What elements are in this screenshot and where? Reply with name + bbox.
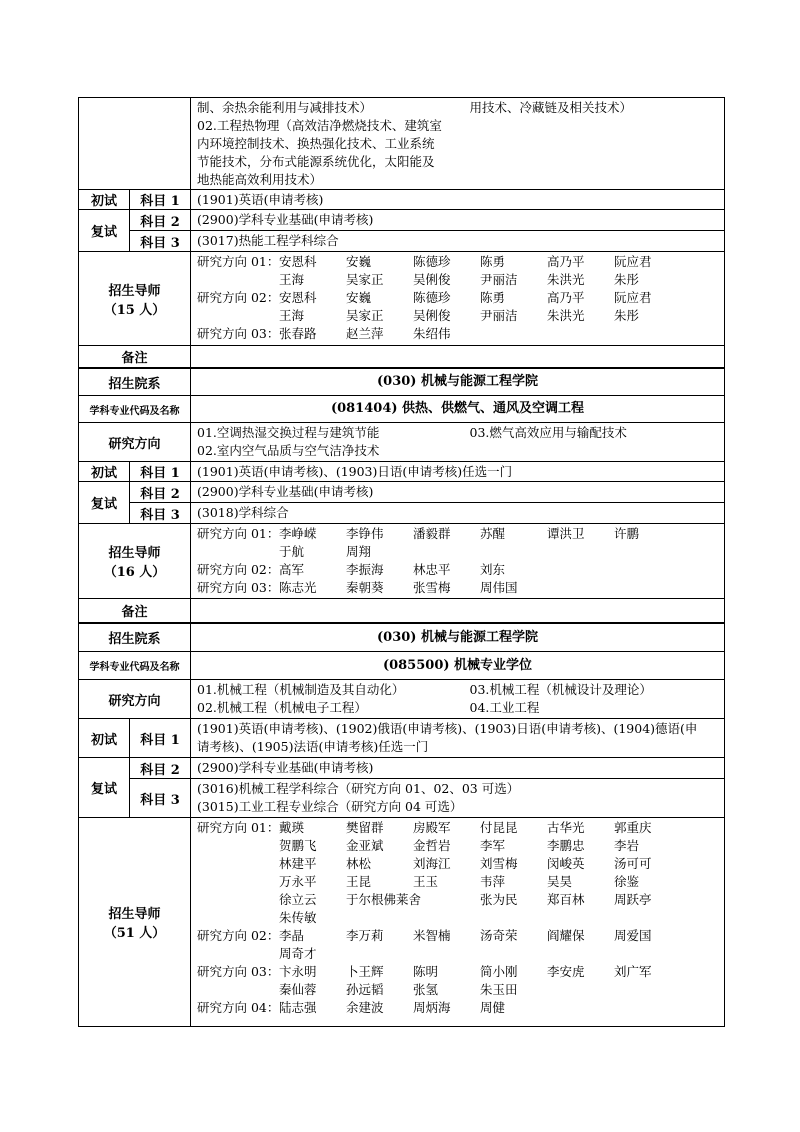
tutor-count: （51 人）	[103, 926, 166, 941]
direction-right-column	[446, 99, 719, 188]
tutor-name	[346, 909, 413, 927]
tutor-label: 招生导师	[108, 283, 161, 299]
college-value: (030) 机械与能源工程学院	[377, 374, 538, 389]
tutor-name: 李鹏忠	[547, 838, 585, 853]
tutor-name: 张春路	[279, 326, 317, 341]
retest-exam-row	[79, 758, 724, 818]
tutor-name: 安巍	[346, 254, 372, 269]
direction-left-column	[197, 424, 446, 460]
tutor-name: 朱传敏	[279, 910, 317, 925]
subject1-label: 科目 1	[140, 466, 180, 481]
tutor-name	[547, 543, 614, 561]
text-line: 制、余热余能利用与减排技术）	[197, 100, 373, 115]
tutor-name: 朱绍伟	[413, 326, 451, 341]
tutor-name: 高军	[279, 562, 305, 577]
remark-row	[79, 599, 724, 624]
tutor-name: 朱彤	[614, 308, 640, 323]
tutor-name: 高乃平	[547, 254, 585, 269]
direction-left-column	[197, 99, 446, 188]
tutor-name: 李岩	[614, 838, 640, 853]
tutor-name: 卞永明	[279, 964, 317, 979]
retest-exam-row	[79, 482, 724, 524]
tutor-name: 尹丽洁	[480, 272, 518, 287]
direction-prefix: 研究方向 01：	[197, 526, 280, 541]
direction-prefix: 研究方向 01：	[197, 254, 280, 269]
tutor-list	[197, 819, 718, 1017]
tutor-name	[413, 909, 480, 927]
direction-prefix: 研究方向 04：	[197, 1000, 280, 1015]
text-line: (1901)英语(申请考核)、(1902)俄语(申请考核)、(1903)日语(申请考核)、(1904)德语(申	[197, 721, 698, 736]
tutor-name: 陈勇	[480, 290, 506, 305]
text-line: 请考核)、(1905)法语(申请考核)任选一门	[197, 739, 429, 754]
tutor-name: 于航	[279, 544, 305, 559]
tutor-name: 周翔	[346, 544, 372, 559]
text-line: 03.机械工程（机械设计及理论）	[469, 682, 652, 697]
tutor-name: 金亚斌	[346, 838, 384, 853]
direction-prefix: 研究方向 02：	[197, 290, 280, 305]
tutor-name: 林忠平	[413, 562, 451, 577]
tutor-name: 张氢	[413, 982, 439, 997]
tutor-name: 尹丽洁	[480, 308, 518, 323]
tutor-name: 简小刚	[480, 964, 518, 979]
text-line: 地热能高效利用技术）	[197, 172, 323, 187]
tutor-name: 陈德珍	[413, 254, 451, 269]
tutor-label: 招生导师	[108, 546, 161, 561]
direction-prefix	[197, 543, 279, 561]
subject3-value: (3018)学科综合	[191, 502, 724, 523]
tutor-name	[614, 543, 681, 561]
tutor-name: 周健	[480, 1000, 506, 1015]
college-label: 招生院系	[79, 369, 191, 395]
tutor-name: 贺鹏飞	[279, 838, 317, 853]
tutor-name: 秦朝葵	[346, 580, 384, 595]
tutor-label-cell	[79, 252, 191, 345]
tutor-label: 招生导师	[108, 907, 161, 922]
tutor-name: 陈勇	[480, 254, 506, 269]
tutor-name	[614, 981, 681, 999]
tutor-name: 李晶	[279, 928, 305, 943]
direction-prefix	[197, 307, 279, 325]
retest-label: 复试	[79, 210, 130, 251]
tutor-name: 闵峻英	[547, 856, 585, 871]
major-value: (081404) 供热、供燃气、通风及空调工程	[330, 401, 585, 416]
subject1-value: (1901)英语(申请考核)、(1903)日语(申请考核)任选一门	[197, 464, 513, 479]
tutor-name	[413, 543, 480, 561]
subject1-label: 科目 1	[140, 732, 180, 748]
tutor-name	[480, 909, 547, 927]
tutor-name: 周跃亭	[614, 892, 652, 907]
tutor-name: 孙远韬	[346, 982, 384, 997]
tutor-name: 朱玉田	[480, 982, 518, 997]
tutor-name: 刘雪梅	[480, 856, 518, 871]
research-direction-row	[79, 423, 724, 462]
major-row	[79, 652, 724, 680]
college-row	[79, 369, 724, 396]
tutor-name: 周伟国	[480, 580, 518, 595]
empty-label-cell	[79, 98, 191, 189]
tutor-name: 张雪梅	[413, 580, 451, 595]
text-line: 01.空调热湿交换过程与建筑节能	[197, 425, 380, 440]
direction-prefix	[197, 981, 279, 999]
tutor-name: 王玉	[413, 874, 439, 889]
tutor-name	[547, 325, 614, 343]
tutor-name	[614, 909, 681, 927]
tutor-name	[614, 999, 681, 1017]
direction-label: 研究方向	[79, 423, 191, 461]
tutor-name: 古华光	[547, 820, 585, 835]
research-direction-row	[79, 680, 724, 719]
subject3-label: 科目 3	[130, 502, 190, 523]
text-line: 02.室内空气品质与空气洁净技术	[197, 443, 380, 458]
tutor-name: 刘海江	[413, 856, 451, 871]
tutor-name: 王昆	[346, 874, 372, 889]
tutor-name	[346, 945, 413, 963]
tutor-name: 张为民	[480, 892, 518, 907]
direction-prefix: 研究方向 01：	[197, 820, 280, 835]
tutor-name: 樊留群	[346, 820, 384, 835]
major-value: (085500) 机械专业学位	[382, 657, 533, 673]
prelim-exam-row	[79, 190, 724, 210]
tutor-name: 吴家正	[346, 272, 384, 287]
direction-prefix	[197, 945, 279, 963]
tutor-name: 李铮伟	[346, 526, 384, 541]
research-direction-row	[79, 98, 724, 190]
tutor-name: 赵兰萍	[346, 326, 384, 341]
major-row	[79, 396, 724, 423]
text-line: 03.燃气高效应用与输配技术	[469, 425, 627, 440]
subject1-label: 科目 1	[140, 194, 180, 209]
tutor-name: 李军	[480, 838, 506, 853]
prelim-exam-row	[79, 719, 724, 758]
tutor-name	[614, 561, 681, 579]
direction-prefix	[197, 873, 279, 891]
prelim-label: 初试	[79, 462, 130, 481]
tutor-name: 李振海	[346, 562, 384, 577]
tutor-name: 秦仙蓉	[279, 982, 317, 997]
tutor-name: 付昆昆	[480, 820, 518, 835]
text-line: 01.机械工程（机械制造及其自动化）	[197, 682, 405, 697]
direction-prefix: 研究方向 03：	[197, 326, 280, 341]
tutor-name: 金哲岩	[413, 838, 451, 853]
text-line: 内环境控制技术、换热强化技术、工业系统	[197, 136, 435, 151]
tutor-name	[614, 325, 681, 343]
text-line: (3015)工业工程专业综合（研究方向 04 可选）	[197, 799, 463, 814]
tutor-name: 郭重庆	[614, 820, 652, 835]
subject2-label: 科目 2	[140, 762, 180, 778]
direction-right-column	[446, 424, 719, 460]
tutor-name: 郑百林	[547, 892, 585, 907]
remark-label: 备注	[79, 346, 191, 367]
remark-value	[191, 346, 724, 367]
tutor-count: （15 人）	[103, 302, 166, 318]
remark-row	[79, 346, 724, 369]
tutor-name: 安恩科	[279, 290, 317, 305]
tutor-name	[547, 909, 614, 927]
tutor-name: 汤可可	[614, 856, 652, 871]
direction-prefix	[197, 891, 279, 909]
tutor-list	[197, 525, 718, 597]
subject2-label: 科目 2	[140, 486, 180, 502]
direction-prefix: 研究方向 02：	[197, 928, 280, 943]
tutor-name: 徐鉴	[614, 874, 640, 889]
tutor-name	[480, 325, 547, 343]
direction-prefix: 研究方向 03：	[197, 580, 280, 595]
tutor-row	[79, 524, 724, 599]
tutor-name	[413, 891, 480, 909]
direction-prefix	[197, 837, 279, 855]
tutor-row	[79, 252, 724, 346]
tutor-name	[547, 999, 614, 1017]
tutor-name: 高乃平	[547, 290, 585, 305]
subject2-value: (2900)学科专业基础(申请考核)	[197, 212, 374, 227]
tutor-name: 阮应君	[614, 254, 652, 269]
tutor-name: 许鹏	[614, 526, 640, 541]
tutor-name: 戴瑛	[279, 820, 305, 835]
tutor-name: 吴昊	[547, 874, 573, 889]
tutor-name: 阮应君	[614, 290, 652, 305]
text-line: 02.机械工程（机械电子工程）	[197, 700, 367, 715]
text-line: 04.工业工程	[469, 700, 540, 715]
tutor-name	[547, 945, 614, 963]
retest-exam-row	[79, 210, 724, 252]
subject3-value: (3017)热能工程学科综合	[191, 230, 724, 251]
tutor-name: 李万莉	[346, 928, 384, 943]
retest-label-cell	[79, 210, 191, 251]
college-label: 招生院系	[79, 624, 191, 651]
tutor-name	[547, 579, 614, 597]
major-label: 学科专业代码及名称	[79, 396, 191, 422]
college-value: (030) 机械与能源工程学院	[377, 629, 538, 645]
tutor-name: 刘东	[480, 562, 506, 577]
tutor-name: 安巍	[346, 290, 372, 305]
tutor-row	[79, 818, 724, 1027]
tutor-name: 朱彤	[614, 272, 640, 287]
tutor-name: 吴俐俊	[413, 272, 451, 287]
tutor-name: 周爱国	[614, 928, 652, 943]
tutor-name: 吴俐俊	[413, 308, 451, 323]
subject3-label: 科目 3	[130, 230, 190, 251]
subject2-value: (2900)学科专业基础(申请考核)	[197, 484, 374, 499]
direction-prefix	[197, 271, 279, 289]
tutor-name: 林建平	[279, 856, 317, 871]
prelim-label: 初试	[79, 719, 130, 757]
admission-table	[78, 97, 725, 1027]
tutor-name: 李峥嵘	[279, 526, 317, 541]
tutor-name: 米智楠	[413, 928, 451, 943]
direction-left-column	[197, 681, 446, 717]
tutor-name: 万永平	[279, 874, 317, 889]
tutor-name	[614, 945, 681, 963]
subject1-value	[191, 719, 724, 757]
direction-prefix: 研究方向 03：	[197, 964, 280, 979]
tutor-name: 韦萍	[480, 874, 506, 889]
text-line: (3016)机械工程学科综合（研究方向 01、02、03 可选）	[197, 781, 520, 796]
tutor-name: 房殿军	[413, 820, 451, 835]
tutor-name: 陆志强	[279, 1000, 317, 1015]
tutor-name: 朱洪光	[547, 308, 585, 323]
major-label: 学科专业代码及名称	[79, 652, 191, 679]
tutor-name: 王海	[279, 272, 305, 287]
tutor-name	[480, 945, 547, 963]
prelim-label: 初试	[79, 190, 130, 209]
tutor-name: 王海	[279, 308, 305, 323]
tutor-name: 阎耀保	[547, 928, 585, 943]
tutor-name	[547, 561, 614, 579]
tutor-name	[480, 543, 547, 561]
direction-label: 研究方向	[79, 680, 191, 718]
tutor-name	[614, 579, 681, 597]
retest-label: 复试	[79, 758, 130, 817]
tutor-name: 余建波	[346, 1000, 384, 1015]
tutor-name: 林松	[346, 856, 372, 871]
remark-value	[191, 599, 724, 622]
tutor-name: 苏醒	[480, 526, 506, 541]
tutor-name: 陈志光	[279, 580, 317, 595]
remark-label: 备注	[79, 599, 191, 622]
college-row	[79, 624, 724, 652]
prelim-label-cell	[79, 190, 191, 209]
tutor-name: 周炳海	[413, 1000, 451, 1015]
tutor-name	[547, 981, 614, 999]
direction-prefix	[197, 909, 279, 927]
tutor-name: 吴家正	[346, 308, 384, 323]
tutor-name	[413, 945, 480, 963]
subject3-label: 科目 3	[130, 778, 190, 817]
tutor-name: 陈德珍	[413, 290, 451, 305]
text-line: 节能技术，分布式能源系统优化，太阳能及	[197, 154, 435, 169]
direction-prefix: 研究方向 02：	[197, 562, 280, 577]
tutor-name: 朱洪光	[547, 272, 585, 287]
tutor-name: 潘毅群	[413, 526, 451, 541]
subject2-value: (2900)学科专业基础(申请考核)	[197, 760, 374, 775]
tutor-count: （16 人）	[103, 565, 166, 580]
tutor-name: 刘广军	[614, 964, 652, 979]
tutor-name: 谭洪卫	[547, 526, 585, 541]
subject2-label: 科目 2	[140, 214, 180, 230]
text-line: 02.工程热物理（高效洁净燃烧技术、建筑室	[197, 118, 442, 133]
tutor-name: 陈明	[413, 964, 439, 979]
retest-label: 复试	[79, 482, 130, 523]
text-line: 用技术、冷藏链及相关技术）	[469, 100, 633, 115]
direction-right-column	[446, 681, 719, 717]
direction-prefix	[197, 855, 279, 873]
tutor-name: 徐立云	[279, 892, 317, 907]
tutor-name: 汤奇荣	[480, 928, 518, 943]
tutor-name: 安恩科	[279, 254, 317, 269]
subject3-value	[191, 778, 724, 817]
tutor-name: 于尔根佛莱舍	[346, 892, 422, 907]
prelim-exam-row	[79, 462, 724, 482]
subject1-value: (1901)英语(申请考核)	[197, 192, 324, 207]
tutor-name: 李安虎	[547, 964, 585, 979]
tutor-name: 卜王辉	[346, 964, 384, 979]
tutor-list	[197, 253, 718, 343]
tutor-name: 周奇才	[279, 946, 317, 961]
